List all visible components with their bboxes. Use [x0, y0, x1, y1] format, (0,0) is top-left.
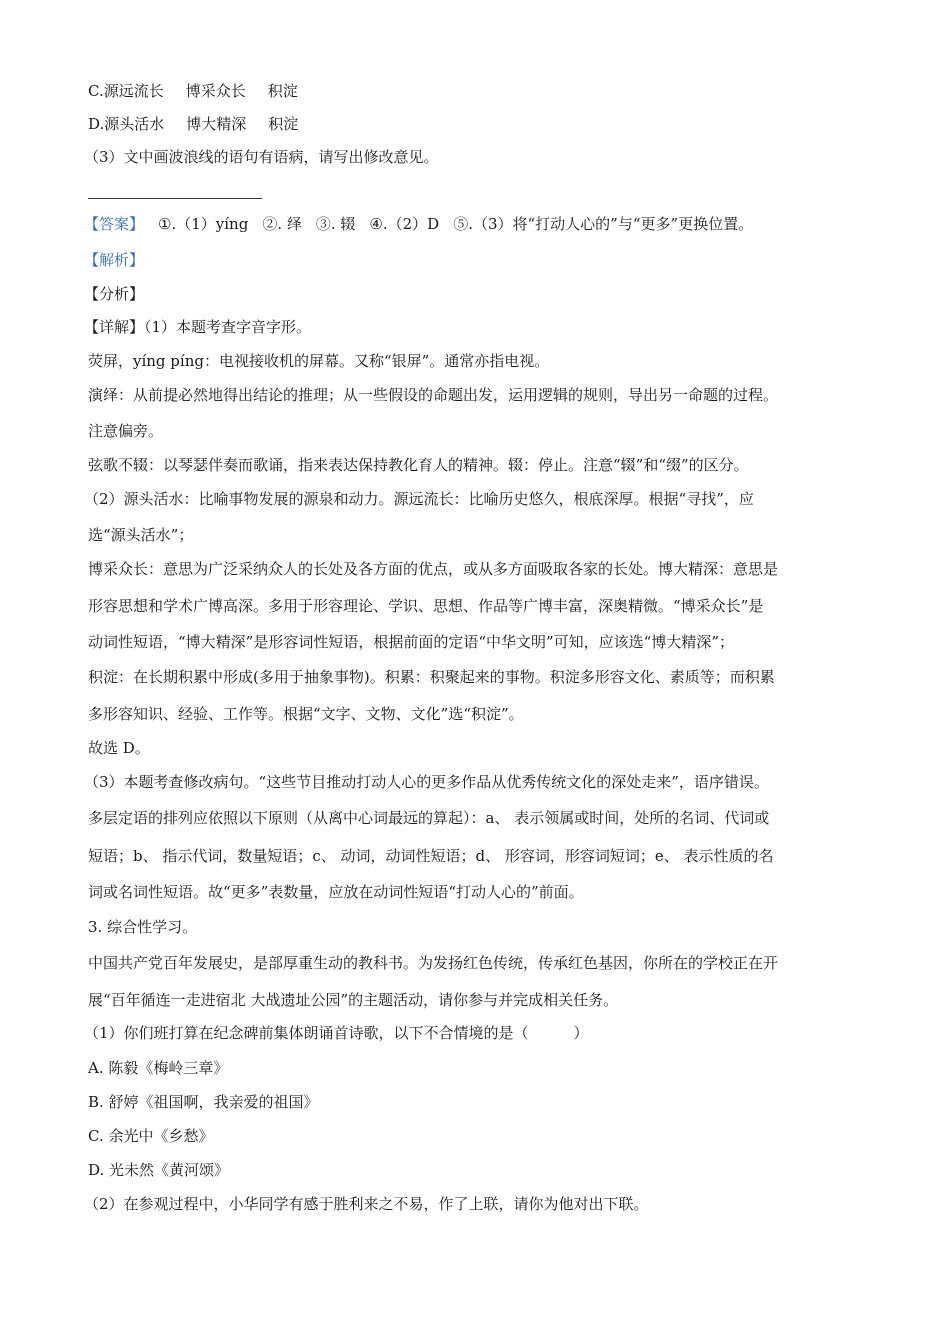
- detail-line: 短语；b、 指示代词，数量短语；c、 动词，动词性短语；d、 形容词，形容词短词；e、 表示性质的名: [88, 847, 774, 865]
- detail-line: （3）本题考查修改病句。“这些节目推动打动人心的更多作品从优秀传统文化的深处走来”，语序错误。: [84, 773, 769, 791]
- detail-line: 选“源头活水”；: [88, 526, 194, 544]
- answer-line: [84, 214, 890, 234]
- question-3-sub1: （1）你们班打算在纪念碑前集体朗诵首诗歌，以下不合情境的是（ ）: [84, 1024, 589, 1042]
- answer-item: ②. 绎: [262, 215, 302, 233]
- answer-item: ①.（1）yíng: [158, 215, 249, 233]
- option-c: C.源远流长 博采众长 积淀: [88, 82, 298, 100]
- detail-tag: 【详解】: [84, 318, 145, 336]
- detail-line: 演绎：从前提必然地得出结论的推理；从一些假设的命题出发，运用逻辑的规则，导出另一命题的过程。: [88, 386, 779, 404]
- detail-line: 多层定语的排列应依照以下原则（从离中心词最远的算起）：a、 表示领属或时间，处所的名词、代词或: [88, 809, 770, 827]
- choice-option-c: C. 余光中《乡愁》: [88, 1127, 214, 1145]
- option-d: D.源头活水 博大精深 积淀: [88, 115, 299, 133]
- detail-line: 弦歌不辍：以琴瑟伴奏而歌诵，指来表达保持教化育人的精神。辍：停止。注意“辍”和“缀”的区分。: [88, 456, 749, 474]
- detail-line: 故选 D。: [88, 739, 150, 757]
- fenxi-tag: 【分析】: [84, 285, 145, 303]
- answer-item: ③. 辍: [315, 215, 356, 233]
- choice-option-a: A. 陈毅《梅岭三章》: [88, 1059, 229, 1077]
- answer-item: ⑤.（3）将“打动人心的”与“更多”更换位置。: [453, 215, 754, 233]
- question-2-sub3: （3）文中画波浪线的语句有语病，请写出修改意见。: [84, 148, 439, 166]
- detail-intro: 【详解】（1）本题考查字音字形。: [84, 318, 312, 336]
- detail-line: 多形容知识、经验、工作等。根据“文字、文物、文化”选“积淀”。: [88, 705, 524, 723]
- answer-tag: 【答案】: [84, 215, 145, 233]
- question-3-intro: 中国共产党百年发展史，是部厚重生动的教科书。为发扬红色传统，传承红色基因，你所在的学校正在开: [88, 954, 779, 972]
- question-3-sub2: （2）在参观过程中，小华同学有感于胜利来之不易，作了上联，请你为他对出下联。: [84, 1195, 649, 1213]
- answer-item: ④.（2）D: [369, 215, 440, 233]
- detail-line: 荧屏，yíng píng：电视接收机的屏幕。又称“银屏”。通常亦指电视。: [88, 352, 550, 370]
- question-3-heading: 3. 综合性学习。: [88, 918, 198, 936]
- detail-line: （2）源头活水：比喻事物发展的源泉和动力。源远流长：比喻历史悠久，根底深厚。根据“寻找”，应: [84, 490, 754, 508]
- detail-line: 积淀：在长期积累中形成(多用于抽象事物)。积累：积聚起来的事物。积淀多形容文化、素质等；而积累: [88, 668, 775, 686]
- detail-line: 动词性短语，“博大精深”是形容词性短语，根据前面的定语“中华文明”可知，应该选“博大精深”；: [88, 633, 735, 651]
- question-3-intro: 展“百年循连一走进宿北 大战遗址公园”的主题活动，请你参与并完成相关任务。: [88, 991, 619, 1009]
- detail-line: 词或名词性短语。故“更多”表数量，应放在动词性短语“打动人心的”前面。: [88, 883, 584, 901]
- choice-option-d: D. 光未然《黄河颂》: [88, 1161, 230, 1179]
- detail-line: 博采众长：意思为广泛采纳众人的长处及各方面的优点，或从多方面吸取各家的长处。博大精深：意思是: [88, 560, 779, 578]
- detail-line: 形容思想和学术广博高深。多用于形容理论、学识、思想、作品等广博丰富，深奥精微。“博采众长”是: [88, 597, 764, 615]
- jiexi-tag: 【解析】: [84, 251, 145, 269]
- choice-option-b: B. 舒婷《祖国啊，我亲爱的祖国》: [88, 1093, 319, 1111]
- answer-blank-line: [88, 198, 262, 199]
- detail-line: 注意偏旁。: [88, 422, 164, 440]
